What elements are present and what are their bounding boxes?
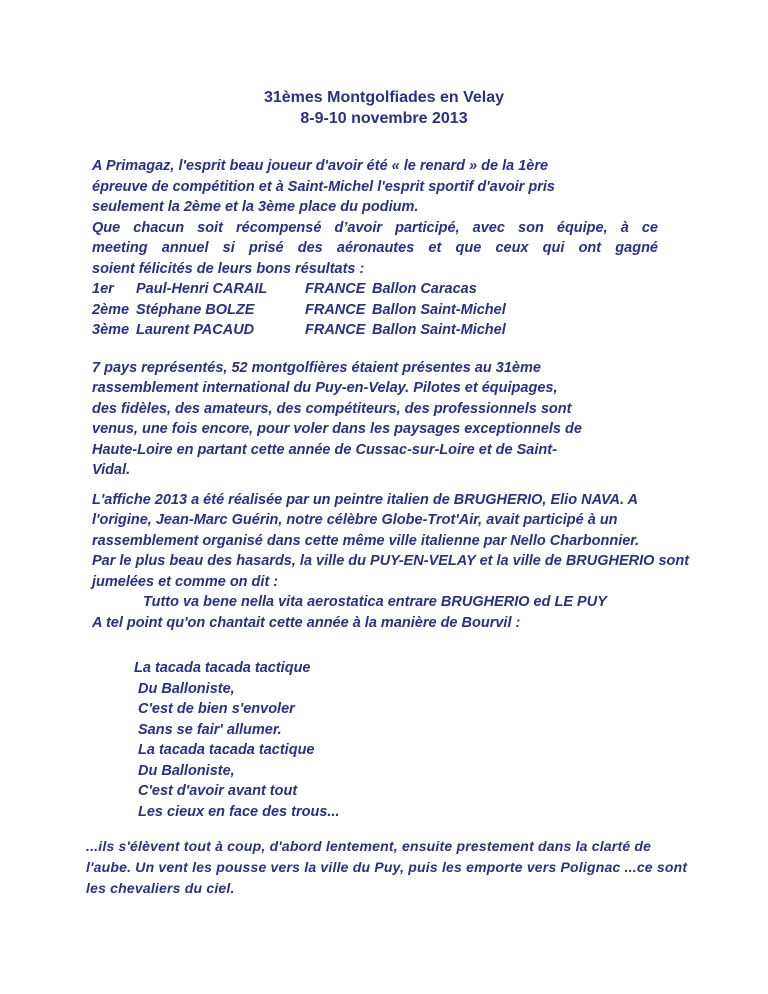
poster-line: L'affiche 2013 a été réalisée par un peintre italien de BRUGHERIO, Elio NAVA. A (92, 491, 639, 508)
final-line: ...ils s'élèvent tout à coup, d'abord lentement, ensuite prestement dans la clarté de (86, 838, 652, 854)
podium-balloon: Ballon Saint-Michel (372, 322, 506, 338)
podium-row (92, 300, 768, 321)
paragraph-attendance (92, 358, 768, 481)
podium-country: FRANCE (305, 322, 366, 338)
final-line: les chevaliers du ciel. (86, 880, 235, 896)
attendance-line: rassemblement international du Puy-en-Velay. Pilotes et équipages, (92, 380, 558, 396)
paragraph-intro (92, 156, 768, 279)
song-line: Les cieux en face des trous... (138, 803, 340, 820)
intro-line: meeting annuel si prisé des aéronautes et que ceux qui ont gagné (92, 240, 658, 256)
podium-country: FRANCE (305, 281, 366, 297)
intro-line: soient félicités de leurs bons résultats : (92, 260, 365, 277)
podium-pilot: Laurent PACAUD (136, 322, 255, 338)
poster-line: jumelées et comme on dit : (92, 573, 279, 590)
attendance-line: venus, une fois encore, pour voler dans les paysages exceptionnels de (92, 421, 582, 437)
song-line: Du Balloniste, (138, 680, 235, 697)
podium-rank: 3ème (92, 322, 130, 338)
podium-row (92, 279, 768, 300)
podium-balloon: Ballon Caracas (372, 281, 477, 297)
poster-tutto-line: Tutto va bene nella vita aerostatica entrare BRUGHERIO ed LE PUY (143, 594, 607, 610)
title-line-2: 8-9-10 novembre 2013 (300, 110, 468, 127)
song-line: La tacada tacada tactique (134, 660, 311, 676)
podium-rank: 1er (92, 281, 114, 297)
poster-line: rassemblement organisé dans cette même ville italienne par Nello Charbonnier. (92, 532, 640, 549)
intro-line: épreuve de compétition et à Saint-Michel l'esprit sportif d'avoir pris (92, 178, 555, 195)
song-line: C'est de bien s'envoler (138, 701, 295, 717)
song-line: Du Balloniste, (138, 762, 235, 779)
paragraph-final (86, 836, 768, 899)
podium-pilot: Stéphane BOLZE (136, 301, 255, 318)
document-title (0, 87, 768, 129)
attendance-line: 7 pays représentés, 52 montgolfières étaient présentes au 31ème (92, 359, 541, 376)
final-line: l'aube. Un vent les pousse vers la ville du Puy, puis les emporte vers Polignac ...ce sont (86, 859, 688, 875)
attendance-line: Haute-Loire en partant cette année de Cussac-sur-Loire et de Saint- (92, 441, 557, 458)
attendance-line: Vidal. (92, 462, 131, 478)
poster-closing-line: A tel point qu'on chantait cette année à la manière de Bourvil : (92, 614, 521, 631)
podium-pilot: Paul-Henri CARAIL (136, 281, 268, 297)
song-line: La tacada tacada tactique (138, 742, 315, 758)
intro-line: A Primagaz, l'esprit beau joueur d'avoir été « le renard » de la 1ère (92, 158, 549, 174)
intro-line: seulement la 2ème et la 3ème place du podium. (92, 199, 419, 215)
podium-row (92, 320, 768, 341)
song-line: C'est d'avoir avant tout (138, 783, 298, 799)
podium-balloon: Ballon Saint-Michel (372, 301, 506, 318)
paragraph-poster (92, 490, 768, 634)
podium-rank: 2ème (92, 301, 130, 318)
song-verse (134, 658, 768, 822)
poster-line: l'origine, Jean-Marc Guérin, notre célèbre Globe-Trot'Air, avait participé à un (92, 512, 618, 528)
attendance-line: des fidèles, des amateurs, des compétiteurs, des professionnels sont (92, 400, 572, 417)
podium-country: FRANCE (305, 301, 366, 318)
poster-line: Par le plus beau des hasards, la ville du PUY-EN-VELAY et la ville de BRUGHERIO sont (92, 553, 690, 569)
intro-line: Que chacun soit récompensé d’avoir participé, avec son équipe, à ce (92, 219, 658, 236)
song-line: Sans se fair' allumer. (138, 721, 282, 738)
podium-list (92, 279, 768, 341)
title-line-1: 31èmes Montgolfiades en Velay (263, 89, 505, 106)
